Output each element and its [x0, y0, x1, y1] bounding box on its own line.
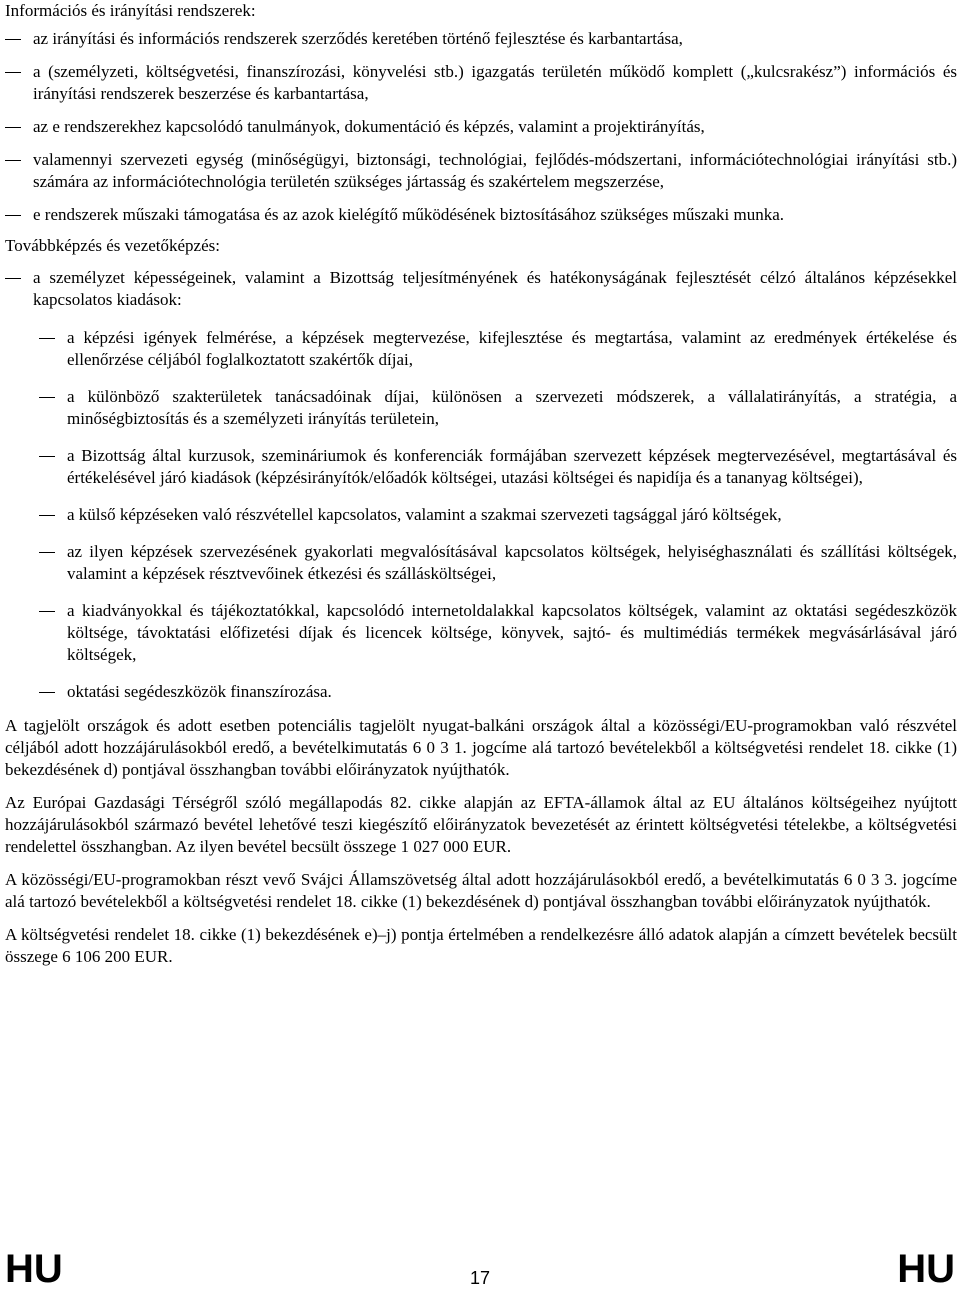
list-item: e rendszerek műszaki támogatása és az azok kielégítő működésének biztosításához szükséges műszaki munka.: [33, 205, 785, 224]
list-item: a (személyzeti, költségvetési, finanszírozási, könyvelési stb.) igazgatás területén működő komplett („kulcsrakész”) információs és irányítási rendszerek beszerzése és karbantartása,: [33, 62, 957, 103]
list-item: a kiadványokkal és tájékoztatókkal, kapcsolódó internetoldalakkal kapcsolatos költségek, valamint az oktatási segédeszközök költsége, távoktatási előfizetési díjak és licencek költsége, könyvek, sajtó- és multimédiás termékek megvásárlásával járó költségek,: [67, 601, 957, 664]
paragraph-efta-contribution: Az Európai Gazdasági Térségről szóló megállapodás 82. cikke alapján az EFTA-államok által az EU általános költségeihez nyújtott hozzájárulásokból származó bevétel lehetővé teszi kiegészítő előirányzatok bevezetését az érintett költségvetési tételekbe, a költségvetési rendelettel összhangban. Az ilyen bevétel becsült összege 1 027 000 EUR.: [5, 793, 957, 856]
footer-language-code-left: HU: [5, 1247, 63, 1291]
information-systems-list: [5, 28, 957, 226]
list-item: a különböző szakterületek tanácsadóinak díjai, különösen a szervezeti módszerek, a vállalatirányítás, a stratégia, a minőségbiztosítás és a személyzeti irányítás területein,: [67, 387, 957, 428]
training-list: [5, 267, 957, 311]
paragraph-assigned-revenue: A költségvetési rendelet 18. cikke (1) bekezdésének e)–j) pontja értelmében a rendelkezésre álló adatok alapján a címzett bevételek becsült összege 6 106 200 EUR.: [5, 925, 957, 966]
list-item: oktatási segédeszközök finanszírozása.: [67, 682, 332, 701]
list-item: az irányítási és információs rendszerek szerződés keretében történő fejlesztése és karbantartása,: [33, 29, 683, 48]
page-number: 17: [469, 1268, 491, 1288]
list-item: az ilyen képzések szervezésének gyakorlati megvalósításával kapcsolatos költségek, helyiséghasználati és szállítási költségek, valamint a képzések résztvevőinek étkezési és szállásköltségei,: [67, 542, 957, 583]
list-item: a Bizottság által kurzusok, szemináriumok és konferenciák formájában szervezett képzések megtervezésével, megtartásával és értékelésével járó kiadások (képzésirányítók/előadók költségei, utazási költségei és napidíja és a tananyag költségei),: [67, 446, 957, 487]
list-item: az e rendszerekhez kapcsolódó tanulmányok, dokumentáció és képzés, valamint a projektirányítás,: [33, 117, 705, 136]
document-page: [5, 0, 957, 979]
training-sublist: [5, 327, 957, 703]
footer-language-code-right: HU: [897, 1247, 955, 1291]
list-item: a személyzet képességeinek, valamint a Bizottság teljesítményének és hatékonyságának fejlesztését célzó általános képzésekkel kapcsolatos kiadások:: [33, 268, 957, 309]
paragraph-swiss-contribution: A közösségi/EU-programokban részt vevő Svájci Államszövetség által adott hozzájárulásokból eredő, a bevételkimutatás 6 0 3 3. jogcíme alá tartozó bevételekből a költségvetési rendelet 18. cikke (1) bekezdésének d) pontjával összhangban további előirányzatok nyújthatók.: [5, 870, 957, 911]
section-heading-information-systems: Információs és irányítási rendszerek:: [5, 1, 256, 20]
paragraph-candidate-countries: A tagjelölt országok és adott esetben potenciális tagjelölt nyugat-balkáni országok által a közösségi/EU-programokban való részvétel céljából adott hozzájárulásokból eredő, a bevételkimutatás 6 0 3 1. jogcíme alá tartozó bevételekből a költségvetési rendelet 18. cikke (1) bekezdésének d) pontjával összhangban további előirányzatok nyújthatók.: [5, 716, 957, 779]
list-item: a külső képzéseken való részvétellel kapcsolatos, valamint a szakmai szervezeti tagsággal járó költségek,: [67, 505, 782, 524]
list-item: valamennyi szervezeti egység (minőségügyi, biztonsági, technológiai, fejlődés-módszertani, információtechnológiai irányítási stb.) számára az információtechnológia területén szükséges jártasság és szakértelem megszerzése,: [33, 150, 957, 191]
section-heading-training: Továbbképzés és vezetőképzés:: [5, 236, 220, 255]
list-item: a képzési igények felmérése, a képzések megtervezése, kifejlesztése és megtartása, valamint az eredmények értékelése és ellenőrzése céljából foglalkoztatott szakértők díjai,: [67, 328, 957, 369]
